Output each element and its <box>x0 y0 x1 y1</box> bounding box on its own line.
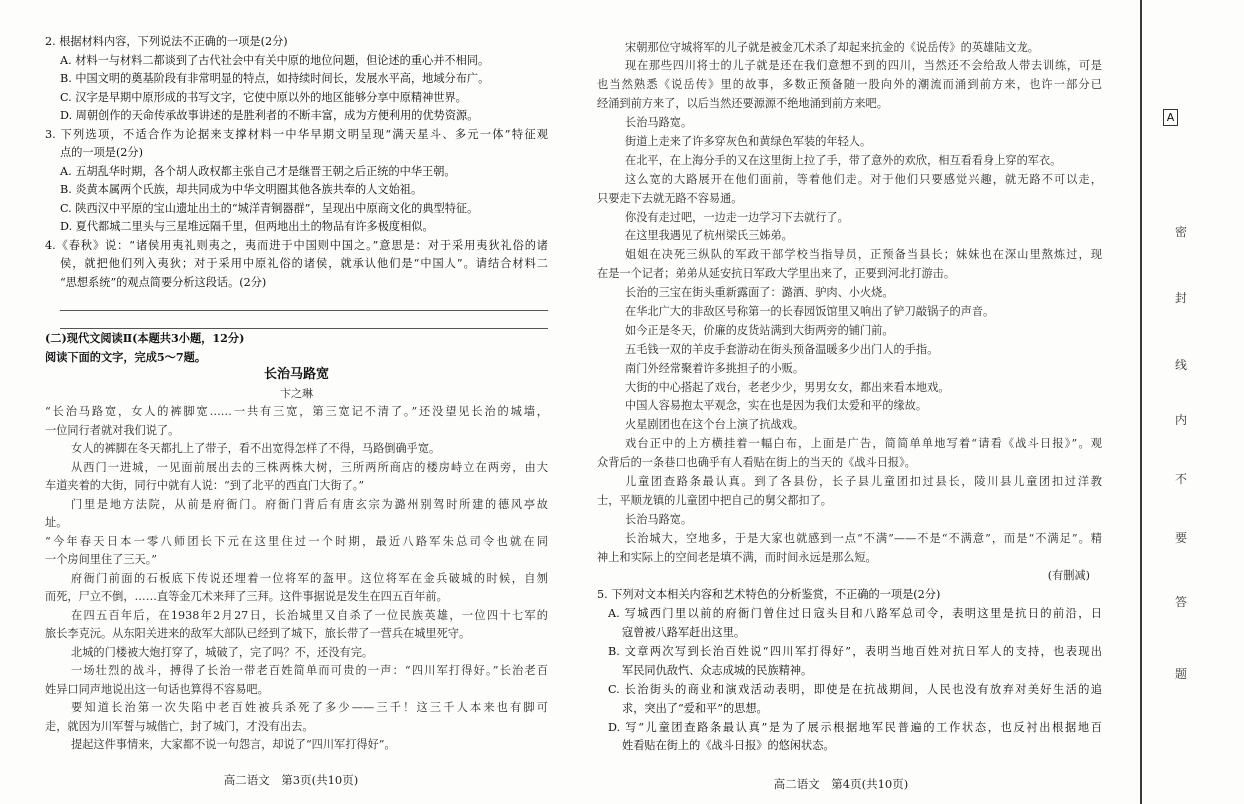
article-line: 旅长李克沅。从东阳关进来的敌军大部队已经到了城下，旅长带了一营兵在城里死守。 <box>45 627 471 640</box>
question-5-option-b-cont: 军民同仇敌忾、众志成城的民族精神。 <box>622 663 813 677</box>
article-line: 姓异口同声地说出这一句话也算得不容易吧。 <box>45 682 269 696</box>
page-footer-left: 高二语文 第3页(共10页) <box>223 773 359 787</box>
question-5-option-c: C. 长治街头的商业和演戏活动表明，即使是在抗战期间，人民也没有放弃对美好生活的追 <box>608 682 1102 696</box>
answer-line <box>45 292 548 311</box>
article-line: 在北平，在上海分手的又在这里街上拉了手，带了意外的欢欣，相互看看身上穿的军衣。 <box>625 153 1062 167</box>
question-2-option-a: A. 材料一与材料二都谈到了古代社会中有关中原的地位问题，但论述的重心并不相同。 <box>60 53 490 67</box>
article-line: 而死，尸立不倒，……直等金兀术来拜了三拜。这件事据说是发生在四五百年前。 <box>45 590 448 603</box>
article-line: 长治的三宝在街头重新露面了：潞酒、驴肉、小火烧。 <box>625 286 894 300</box>
question-5-option-c-cont: 求，突出了“爱和平”的思想。 <box>622 701 768 715</box>
article-line: 大街的中心搭起了戏台，老老少少，男男女女，都出来看本地戏。 <box>625 380 950 394</box>
question-5-option-d: D. 写“儿童团查路条最认真”是为了展示根据地军民普遍的工作状态，也反衬出根据地百 <box>608 720 1102 734</box>
question-3-option-b: B. 炎黄本属两个氏族，却共同成为中华文明圈其他各族共奉的人文始祖。 <box>60 183 423 196</box>
article-author: 卞之琳 <box>280 386 313 400</box>
seal-char: 不 <box>1174 472 1187 486</box>
article-line: 经涌到前方来了，以后当然还要源源不绝地涌到前方来吧。 <box>597 97 888 111</box>
question-4-stem-line: 侯，就把他们列入夷狄；对于采用中原礼俗的诸侯，就承认他们是“中国人”。请结合材料二 <box>60 257 548 270</box>
article-line: 中国人容易抱太平观念，实在也是因为我们太爱和平的缘故。 <box>625 399 928 413</box>
article-line: 儿童团查路条最认真。到了各县份，长子县儿童团扣过县长，陵川县儿童团扣过洋教 <box>625 474 1102 488</box>
article-line: 提起这件事情来，大家都不说一句怨言，却说了“四川军打得好”。 <box>71 738 396 751</box>
seal-char: 封 <box>1174 291 1187 305</box>
abridged-note: (有删减) <box>1047 569 1090 583</box>
question-5-option-a: A. 写城西门里以前的府衙门曾住过日寇头目和八路军总司令，表明这里是抗日的前沿，日 <box>608 607 1102 621</box>
article-line: 一场壮烈的战斗，搏得了长治一带老百姓简单而可贵的一声：“四川军打得好。”长治老百 <box>71 664 548 677</box>
question-5-option-a-cont: 寇曾被八路军赶出这里。 <box>622 626 746 640</box>
article-title: 长治马路宽 <box>263 367 329 382</box>
article-line: “长治马路宽，女人的裤脚宽……一共有三宽，第三宽记不清了。”还没望见长治的城墙， <box>45 405 548 418</box>
article-line: 北城的门楼被大炮打穿了，城破了，完了吗？不，还没有完。 <box>71 645 374 659</box>
article-line: 在这里我遇见了杭州梁氏三姊弟。 <box>625 229 793 243</box>
article-line: 走，就因为川军誓与城偕亡，封了城门，才没有出去。 <box>45 719 314 733</box>
seal-char: 要 <box>1174 531 1187 545</box>
article-line: 姐姐在决死三纵队的军政干部学校当指导员，正预备当县长；妹妹也在深山里熬炼过，现 <box>625 248 1102 262</box>
article-line: 府衙门前面的石板底下传说还埋着一位将军的盔甲。这位将军在金兵破城的时候，自刎 <box>71 571 548 585</box>
question-2-option-b: B. 中国文明的奠基阶段有非常明显的特点，如持续时间长，发展水平高，地域分布广。 <box>60 72 490 85</box>
article-line: 一位同行者就对我们说了。 <box>45 423 180 437</box>
article-line: 宋朝那位守城将军的儿子就是被金兀术杀了却起来抗金的《说岳传》的英雄陆文龙。 <box>625 40 1039 54</box>
article-line: 在是一个记者；弟弟从延安抗日军政大学里出来了，正要到河北打游击。 <box>597 267 956 281</box>
article-line: 只要走下去就无路不容易通。 <box>597 191 743 205</box>
article-line: 戏台正中的上方横挂着一幅白布，上面是广告，简简单单地写着“请看《战斗日报》”。观 <box>625 437 1102 451</box>
seal-char: 线 <box>1174 358 1187 372</box>
article-line: 现在那些四川将士的儿子就是还在我们意想不到的四川，当然还不会给敌人带去训练，可是 <box>625 59 1102 73</box>
question-5-option-b: B. 文章两次写到长治百姓说“四川军打得好”，表明当地百姓对抗日军人的支持，也表现出 <box>608 645 1102 658</box>
article-line: 众背后的一条巷口也确乎有人看贴在街上的当天的《战斗日报》。 <box>597 456 916 470</box>
question-4-stem-line: “思想系统”的观点简要分析这段话。(2分) <box>60 275 267 289</box>
question-3-option-a: A. 五胡乱华时期，各个胡人政权都主张自己才是继晋王朝之后正统的中华王朝。 <box>60 164 456 178</box>
article-line: 这么宽的大路展开在他们面前，等着他们走。对于他们只要感觉兴趣，就无路不可以走， <box>625 172 1102 186</box>
article-line: 址。 <box>45 516 68 529</box>
article-line: 车道夹着的大街，同行中就有人说：“到了北平的西直门大街了。” <box>45 479 365 492</box>
question-3-stem-line: 3. 下列选项，不适合作为论据来支撑材料一中华早期文明呈现“满天星斗、多元一体”特征观 <box>45 127 548 141</box>
article-line: 门里是地方法院，从前是府衙门。府衙门背后有唐玄宗为潞州别驾时所建的德风亭故 <box>71 497 548 511</box>
question-3-option-d: D. 夏代都城二里头与三星堆远隔千里，但两地出土的物品有许多极度相似。 <box>60 220 434 233</box>
seal-char: 题 <box>1174 667 1187 681</box>
article-line: 火星剧团也在这个台上演了抗战戏。 <box>625 418 805 432</box>
question-2-option-c: C. 汉字是早期中原形成的书写文字，它使中原以外的地区能够分享中原精神世界。 <box>60 90 467 104</box>
article-line: 从西门一进城，一见面前展出去的三株两株大树，三所两所商店的楼房峙立在两旁，由大 <box>71 460 548 474</box>
question-5-option-d-cont: 姓看贴在街上的《战斗日报》的悠闲状态。 <box>622 739 835 753</box>
page-footer-right: 高二语文 第4页(共10页) <box>773 777 909 791</box>
article-line: 南门外经常聚着许多挑担子的小贩。 <box>625 361 805 375</box>
article-line: 街道上走来了许多穿灰色和黄绿色军装的年轻人。 <box>625 134 872 148</box>
article-line: 在四五百年后，在1938年2月27日，长治城里又自杀了一位民族英雄，一位四十七军的 <box>71 608 548 622</box>
article-line: 你没有走过吧，一边走一边学习下去就行了。 <box>625 210 849 224</box>
seal-char: 密 <box>1174 225 1187 239</box>
article-line: 长治城大，空地多，于是大家也就感到一点“不满”——不是“不满意”，而是“不满足”。精 <box>625 531 1102 545</box>
article-line: 五毛钱一双的羊皮手套游动在街头预备温暖多少出门人的手指。 <box>625 342 939 356</box>
article-line: 在华北广大的非敌区号称第一的长春园饭馆里又响出了铲刀敲锅子的声音。 <box>625 304 995 318</box>
left-page-column <box>45 33 548 755</box>
section-instruction: 阅读下面的文字，完成5～7题。 <box>45 349 207 364</box>
question-2-option-d: D. 周朝创作的天命传承故事讲述的是胜利者的不断丰富，成为方便利用的优势资源。 <box>60 109 479 122</box>
article-line: 如今正是冬天，价廉的皮货站满到大街两旁的铺门前。 <box>625 323 894 337</box>
article-line: 长治马路宽。 <box>625 116 693 130</box>
seal-char: 内 <box>1174 413 1187 427</box>
article-line: 长治马路宽。 <box>625 512 693 526</box>
article-line: 神上和实际上的空间老是填不满，而时间永远是那么短。 <box>597 550 877 564</box>
answer-line <box>45 311 548 330</box>
article-line: 也当然熟悉《说岳传》里的故事，多数正预备随一股向外的潮流而涌到前方来，也许一部分已 <box>597 78 1102 92</box>
seal-char: 答 <box>1174 595 1187 609</box>
question-2-stem: 2. 根据材料内容，下列说法不正确的一项是(2分) <box>45 35 288 48</box>
article-line: 一个房间里住了三天。” <box>45 553 157 566</box>
section-heading: (二)现代文阅读Ⅱ(本题共3小题，12分) <box>45 331 245 345</box>
question-5-stem: 5. 下列对文本相关内容和艺术特色的分析鉴赏，不正确的一项是(2分) <box>597 588 941 602</box>
right-page-column <box>597 39 1102 757</box>
binding-line <box>1140 0 1142 804</box>
article-line: 士，平顺龙镇的儿童团中把自己的舅父都扣了。 <box>597 493 832 507</box>
question-4-stem-line: 4.《春秋》说：“诸侯用夷礼则夷之，夷而进于中国则中国之。”意思是：对于采用夷狄礼俗的诸 <box>45 238 548 252</box>
article-line: 要知道长治第一次失陷中老百姓被兵杀死了多少——三千！这三千人本来也有脚可 <box>71 701 548 714</box>
article-line: 女人的裤脚在冬天都扎上了带子，看不出宽得怎样了不得，马路倒确乎宽。 <box>71 442 441 455</box>
question-3-option-c: C. 陕西汉中平原的宝山遗址出土的“城洋青铜器群”，呈现出中原商文化的典型特征。 <box>60 201 479 215</box>
question-3-stem-line: 点的一项是(2分) <box>60 146 143 159</box>
article-line: “今年春天日本一零八师团长下元在这里住过一个时期，最近八路军朱总司令也就在同 <box>45 534 548 548</box>
paper-type-badge: A <box>1163 109 1178 126</box>
